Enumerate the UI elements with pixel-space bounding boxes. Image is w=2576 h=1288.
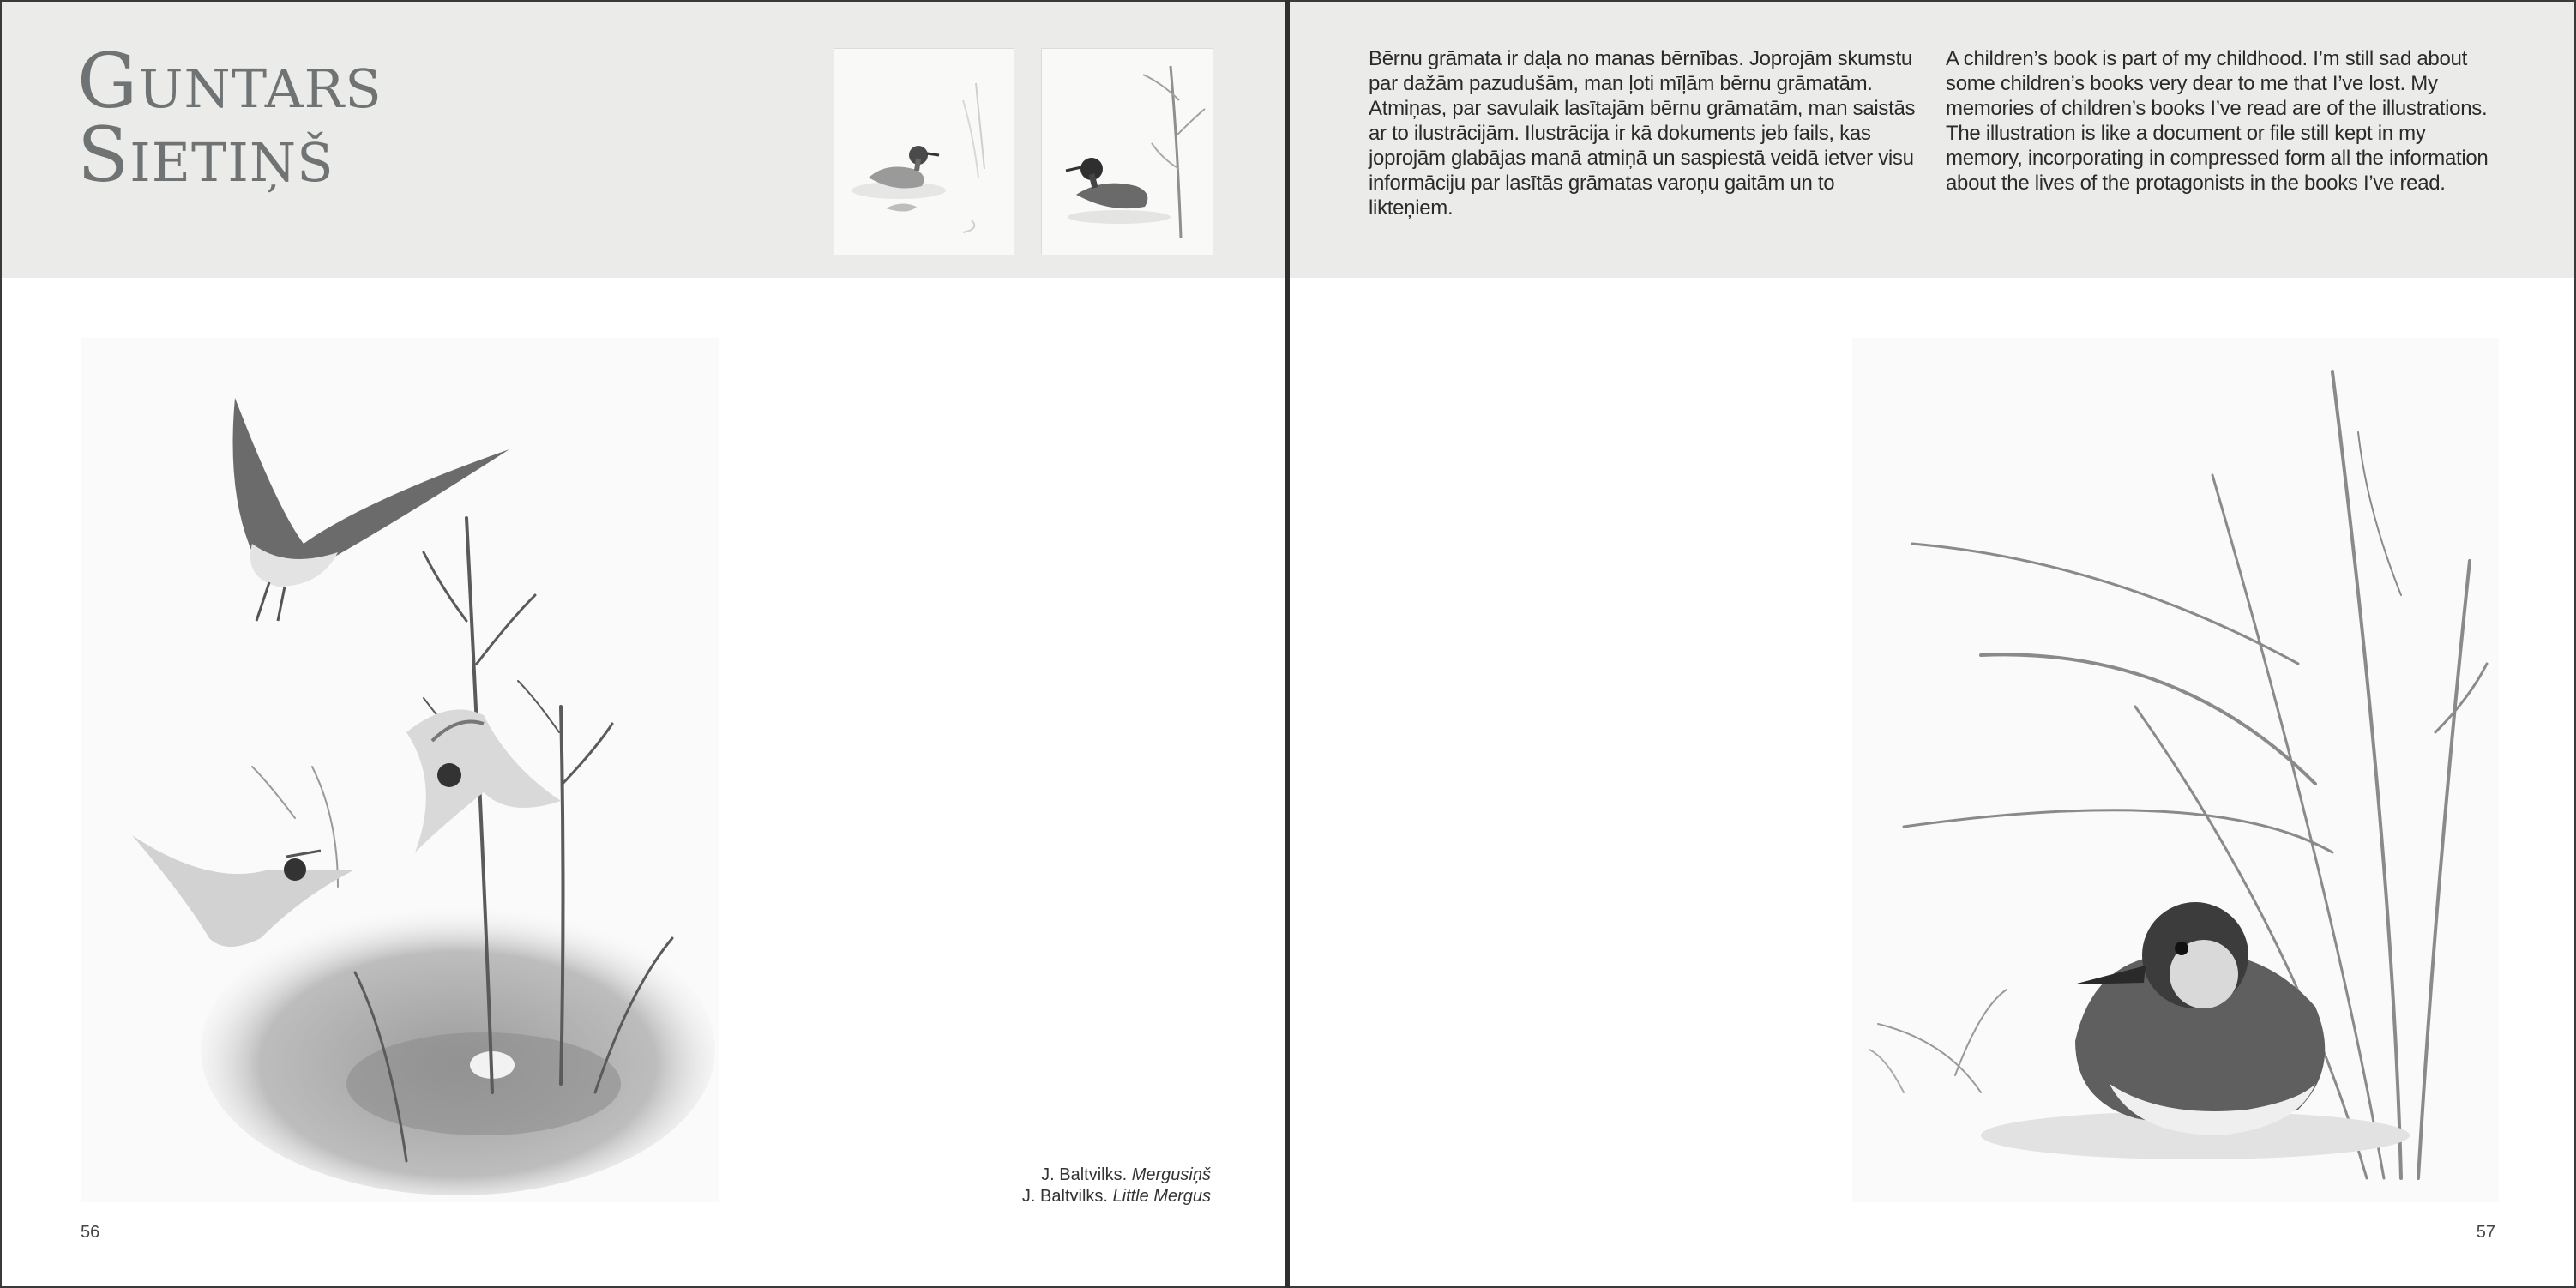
author-first-name: Guntars — [77, 37, 382, 125]
caption-line-latvian — [1022, 1165, 1211, 1186]
thumbnail-ducks-swimming — [834, 48, 1014, 254]
caption-author-lv: J. Baltvilks. — [1041, 1165, 1132, 1184]
author-name-heading — [77, 37, 437, 200]
intro-text-latvian: Bērnu grāmata ir daļa no manas bērnības. Joprojām skumstu par dažām pazudušām, man ļoti mīļām bērnu grāmatām. Atmiņas, par savulaik lasītajām bērnu grāmatām, man saistās ar to ilustrācijām. Ilustrācija ir kā dokuments jeb fails, kas joprojām glabājas manā atmiņā un saspiestā veidā ietver visu informāciju par lasītās grāmatas varoņu gaitām un to likteņiem. — [1369, 47, 1916, 220]
caption-title-en: Little Mergus — [1112, 1187, 1211, 1206]
left-page — [0, 0, 1286, 1288]
caption-title-lv: Mergusiņš — [1131, 1165, 1211, 1184]
illustration-birds-nest — [81, 338, 719, 1202]
page-number-left: 56 — [81, 1223, 100, 1242]
caption-line-english — [1022, 1186, 1211, 1207]
illustration-birds-nest-drawing — [81, 338, 719, 1202]
thumbnail-ducks-swimming-drawing — [834, 49, 1014, 255]
author-last-name: Sietiņš — [77, 111, 334, 200]
intro-text-english: A children’s book is part of my childhood. I’m still sad about some children’s books very dear to me that I’ve lost. My memories of children’s books I’ve read are of the illustrations. The illustration is like a document or file still kept in my memory, incorporating in compressed form all the information about the lives of the protagonists in the books I’ve read. — [1946, 47, 2489, 195]
thumbnail-merganser-reeds — [1041, 48, 1213, 254]
illustration-duckling-reeds-drawing — [1852, 338, 2499, 1202]
right-page — [1290, 0, 2576, 1288]
thumbnail-merganser-reeds-drawing — [1042, 49, 1213, 255]
illustration-duckling-reeds — [1852, 338, 2499, 1202]
illustration-caption — [1022, 1165, 1211, 1207]
page-number-right: 57 — [2476, 1223, 2495, 1242]
caption-author-en: J. Baltvilks. — [1021, 1187, 1113, 1206]
